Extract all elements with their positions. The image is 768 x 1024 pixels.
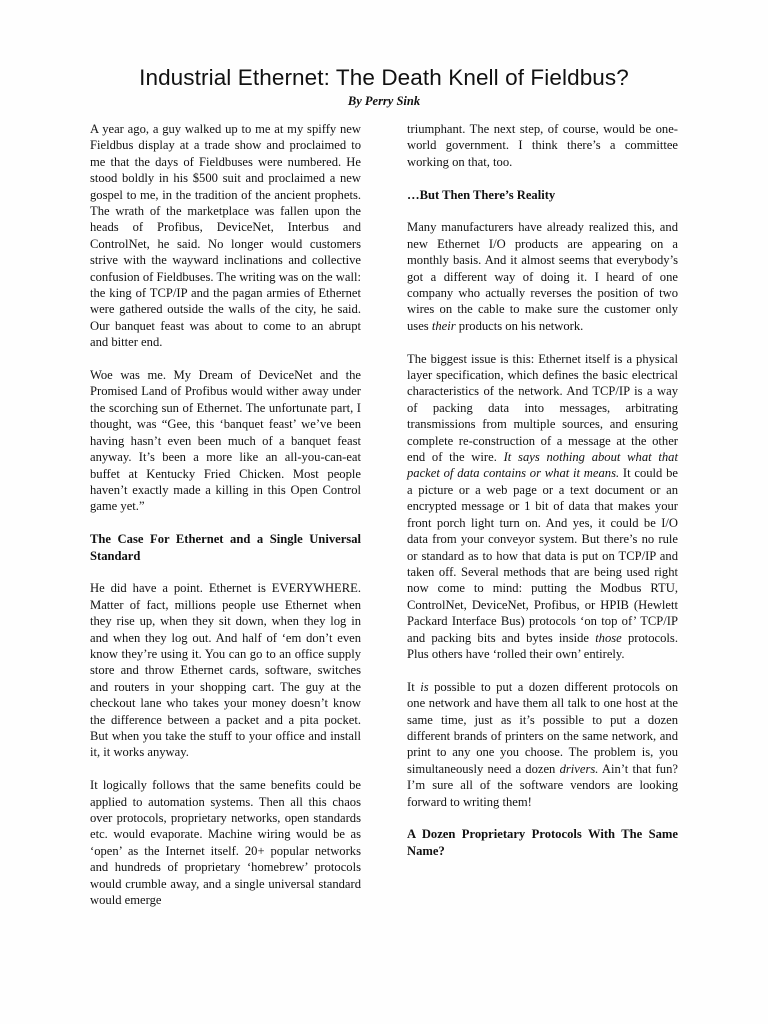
paragraph xyxy=(407,679,678,810)
text-run: possible to put a dozen different protocols on one network and have them all talk to one host at the same time, just as it’s possible to put a dozen different brands of printers on the same network, and print to any one you choose. The problem is, you simultaneously need a dozen xyxy=(407,679,679,776)
paragraph: It logically follows that the same benefits could be applied to automation systems. Then all this chaos over protocols, proprietary networks, open standards etc. would evaporate. Machine wiring would be as ‘open’ as the Internet itself. 20+ popular networks and hundreds of proprietary ‘homebrew’ protocols would crumble away, and a single universal standard would emerge xyxy=(90,778,361,908)
article-title: Industrial Ethernet: The Death Knell of Fieldbus? xyxy=(139,65,629,90)
text-run: products on his network. xyxy=(455,318,584,333)
section-heading: The Case For Ethernet and a Single Universal Standard xyxy=(90,532,361,563)
text-run: Ain’t that fun? I’m sure all of the software vendors are looking forward to writing them! xyxy=(407,761,678,809)
right-column xyxy=(407,121,678,876)
emphasis: drivers. xyxy=(559,761,599,776)
section-heading: A Dozen Proprietary Protocols With The Same Name? xyxy=(407,827,678,858)
emphasis: those xyxy=(595,630,622,645)
text-run: It xyxy=(407,679,421,694)
text-run: It could be a picture or a web page or a text document or an encrypted message or 1 bit of data that makes your front porch light turn on. And yes, it could be I/O data from your conveyor system. But there’s no rule or standard as to how that data is put on TCP/IP and taken off. Several methods that are being used right now come to mind: putting the Modbus RTU, ControlNet, DeviceNet, Profibus, or HPIB (Hewlett Packard Interface Bus) protocols ‘on top of’ TCP/IP and packing bits and bytes inside xyxy=(407,466,678,645)
paragraph xyxy=(407,351,678,663)
paragraph: He did have a point. Ethernet is EVERYWHERE. Matter of fact, millions people use Ethernet when they rise up, when they sit down, when they log in and when they log out. And half of ‘em don’t even know they’re using it. You can go to an office supply store and throw Ethernet cards, software, switches and routers in your shopping cart. The guy at the checkout lane who takes your money doesn’t know the difference between a packet and a pita pocket. But when you take the stuff to your office and install it, it works anyway. xyxy=(90,581,361,760)
left-column xyxy=(90,121,361,925)
emphasis: It says nothing about what that packet of data contains or what it means. xyxy=(407,450,678,481)
text-run: Many manufacturers have already realized this, and new Ethernet I/O products are appearing on a monthly basis. And it almost seems that everybody’s got a different way of doing it. I heard of one company who actually reverses the position of two wires on the cable to make sure the customer only uses xyxy=(407,220,678,333)
text-run: protocols. Plus others have ‘rolled their own’ entirely. xyxy=(407,630,678,661)
paragraph: triumphant. The next step, of course, would be one-world government. I think there’s a committee working on that, too. xyxy=(407,122,678,169)
emphasis: is xyxy=(420,679,429,694)
byline: By Perry Sink xyxy=(347,94,421,108)
emphasis: their xyxy=(431,318,456,333)
text-run: The biggest issue is this: Ethernet itself is a physical layer specification, which defines the basic electrical characteristics of the network. And TCP/IP is a way of packing data into messages, arbitrating transmissions from multiple sources, and ensuring complete re-construction of a message at the other end of the wire. xyxy=(407,351,678,465)
paragraph: A year ago, a guy walked up to me at my spiffy new Fieldbus display at a trade show and proclaimed to me that the days of Fieldbuses were numbered. He stood boldly in his $500 suit and proclaimed a new gospel to me, in the tradition of the ancient prophets. The wrath of the marketplace was fallen upon the heads of Profibus, DeviceNet, Interbus and ControlNet, he said. No longer would customers strive with the wayward inclinations and collective confusion of Fieldbuses. The writing was on the wall: the king of TCP/IP and the pagan armies of Ethernet were gathered outside the walls of the city, he said. Our banquet feast was about to come to an abrupt and bitter end. xyxy=(90,122,361,350)
paragraph xyxy=(407,219,678,334)
paragraph: Woe was me. My Dream of DeviceNet and the Promised Land of Profibus would wither away under the scorching sun of Ethernet. The unfortunate part, I thought, was “Gee, this ‘banquet feast’ we’ve been having hasn’t even been much of a banquet feast anyway. It’s been a more like an all-you-can-eat buffet at Kentucky Fried Chicken. Most people haven’t exactly made a killing in this Open Control game yet.” xyxy=(90,368,361,514)
section-heading: …But Then There’s Reality xyxy=(407,187,556,202)
